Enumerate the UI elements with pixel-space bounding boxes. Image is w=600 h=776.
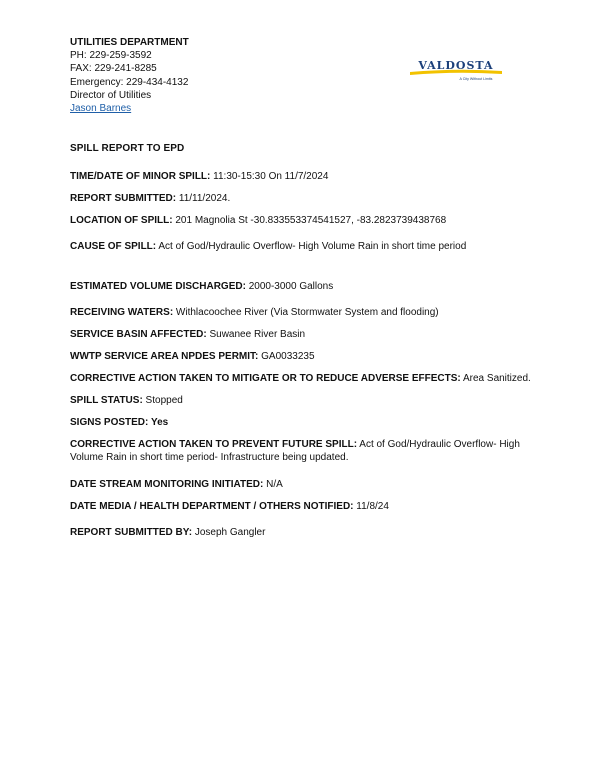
emergency-number: Emergency: 229-434-4132	[70, 76, 189, 88]
field-report-submitted	[70, 192, 540, 205]
field-value: Yes	[148, 417, 169, 428]
field-time-date	[70, 170, 540, 183]
field-label: SIGNS POSTED:	[70, 417, 149, 428]
field-label: LOCATION OF SPILL:	[70, 215, 173, 226]
field-media-notified	[70, 500, 540, 513]
report-title: SPILL REPORT TO EPD	[70, 143, 185, 154]
department-name: UTILITIES DEPARTMENT	[70, 37, 189, 48]
field-value: Suwanee River Basin	[206, 329, 306, 340]
field-label: WWTP SERVICE AREA NPDES PERMIT:	[70, 351, 259, 362]
field-submitted-by	[70, 526, 540, 539]
field-label: TIME/DATE OF MINOR SPILL:	[70, 171, 211, 182]
field-receiving-waters	[70, 306, 540, 319]
field-value: Joseph Gangler	[192, 527, 266, 538]
field-label: CORRECTIVE ACTION TAKEN TO MITIGATE OR TO REDUCE ADVERSE EFFECTS:	[70, 373, 461, 384]
field-value: Act of God/Hydraulic Overflow- High Volume Rain in short time period- Infrastructure being updated.	[70, 439, 520, 464]
field-label: REPORT SUBMITTED:	[70, 193, 177, 204]
field-value: Stopped	[142, 395, 183, 406]
field-label: DATE MEDIA / HEALTH DEPARTMENT / OTHERS NOTIFIED:	[70, 501, 354, 512]
field-label: SPILL STATUS:	[70, 395, 143, 406]
svg-text:VALDOSTA: VALDOSTA	[418, 59, 494, 72]
fax-number: FAX: 229-241-8285	[70, 63, 157, 75]
field-value: 201 Magnolia St -30.833553374541527, -83.2823739438768	[172, 215, 447, 226]
field-corrective-prevent	[70, 438, 540, 464]
field-value: GA0033235	[258, 351, 315, 362]
field-service-basin	[70, 328, 540, 341]
field-label: ESTIMATED VOLUME DISCHARGED:	[70, 281, 246, 292]
field-spill-status	[70, 394, 540, 407]
phone-number: PH: 229-259-3592	[70, 50, 152, 62]
field-volume	[70, 280, 540, 293]
field-value: 2000-3000 Gallons	[245, 281, 334, 292]
field-cause	[70, 240, 540, 253]
field-label: DATE STREAM MONITORING INITIATED:	[70, 479, 264, 490]
field-value: 11:30-15:30 On 11/7/2024	[210, 171, 329, 182]
director-role: Director of Utilities	[70, 89, 152, 101]
field-location	[70, 214, 540, 227]
contact-block	[70, 36, 189, 115]
field-label: RECEIVING WATERS:	[70, 307, 174, 318]
svg-text:A City Without Limits: A City Without Limits	[459, 77, 493, 81]
field-value: N/A	[263, 479, 283, 490]
field-label: CORRECTIVE ACTION TAKEN TO PREVENT FUTURE SPILL:	[70, 439, 358, 450]
field-label: CAUSE OF SPILL:	[70, 241, 157, 252]
field-label: REPORT SUBMITTED BY:	[70, 527, 193, 538]
director-link[interactable]: Jason Barnes	[70, 103, 132, 115]
field-corrective-mitigate	[70, 372, 540, 385]
field-value: Area Sanitized.	[460, 373, 531, 384]
field-stream-monitoring	[70, 478, 540, 491]
field-value: 11/8/24	[353, 501, 389, 512]
field-label: SERVICE BASIN AFFECTED:	[70, 329, 207, 340]
field-signs-posted	[70, 416, 540, 429]
field-value: Withlacoochee River (Via Stormwater System and flooding)	[173, 307, 439, 318]
field-npdes-permit	[70, 350, 540, 363]
field-value: 11/11/2024.	[176, 193, 231, 204]
valdosta-logo	[410, 58, 502, 82]
field-value: Act of God/Hydraulic Overflow- High Volume Rain in short time period	[156, 241, 467, 252]
